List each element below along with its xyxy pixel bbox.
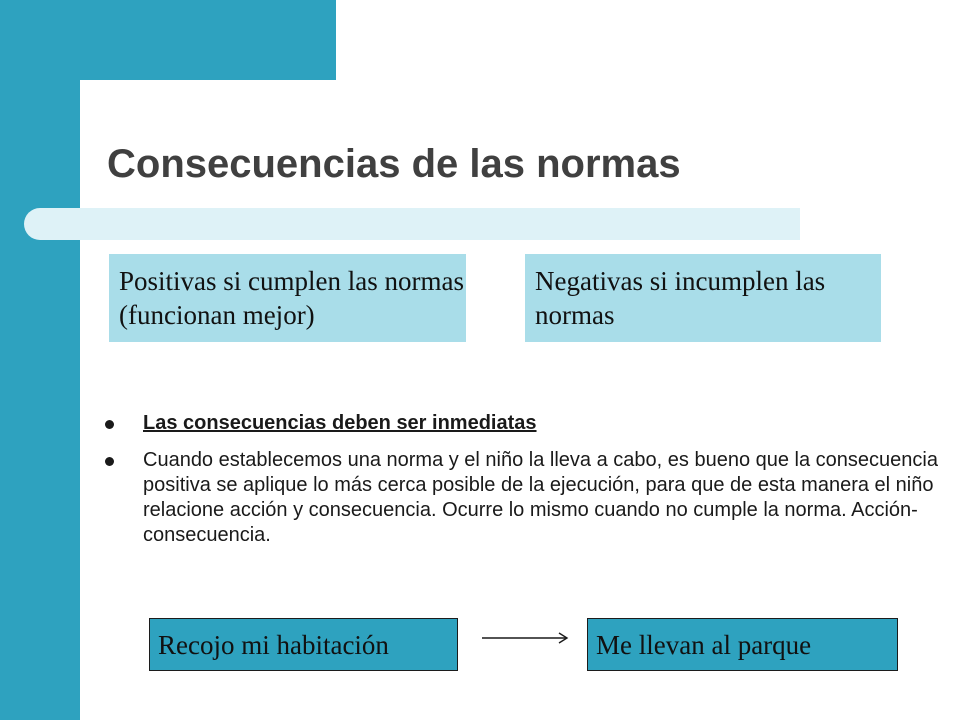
action-box: Recojo mi habitación: [149, 618, 458, 671]
left-accent-bar: [0, 0, 80, 720]
bullet-list: [104, 411, 944, 560]
arrow-right-icon: [480, 630, 572, 646]
title-underline-band: [24, 208, 800, 240]
bullet-icon: [105, 457, 114, 466]
positive-consequence-box: Positivas si cumplen las normas (funcionan mejor): [109, 254, 466, 342]
bullet-item: [104, 411, 944, 436]
bullet-text-emphasis: Las consecuencias deben ser inmediatas: [143, 412, 537, 434]
top-accent-bar: [0, 0, 336, 80]
slide-title: Consecuencias de las normas: [107, 142, 681, 186]
bullet-text: Cuando establecemos una norma y el niño la lleva a cabo, es bueno que la consecuencia positiva se aplique lo más cerca posible de la ejecución, para que de esta manera el niño relacione acción y consecuencia. Ocurre lo mismo cuando no cumple la norma. Acción-consecuencia.: [143, 449, 938, 546]
result-box: Me llevan al parque: [587, 618, 898, 671]
bullet-item: [104, 448, 944, 548]
negative-consequence-box: Negativas si incumplen las normas: [525, 254, 881, 342]
bullet-icon: [105, 420, 114, 429]
